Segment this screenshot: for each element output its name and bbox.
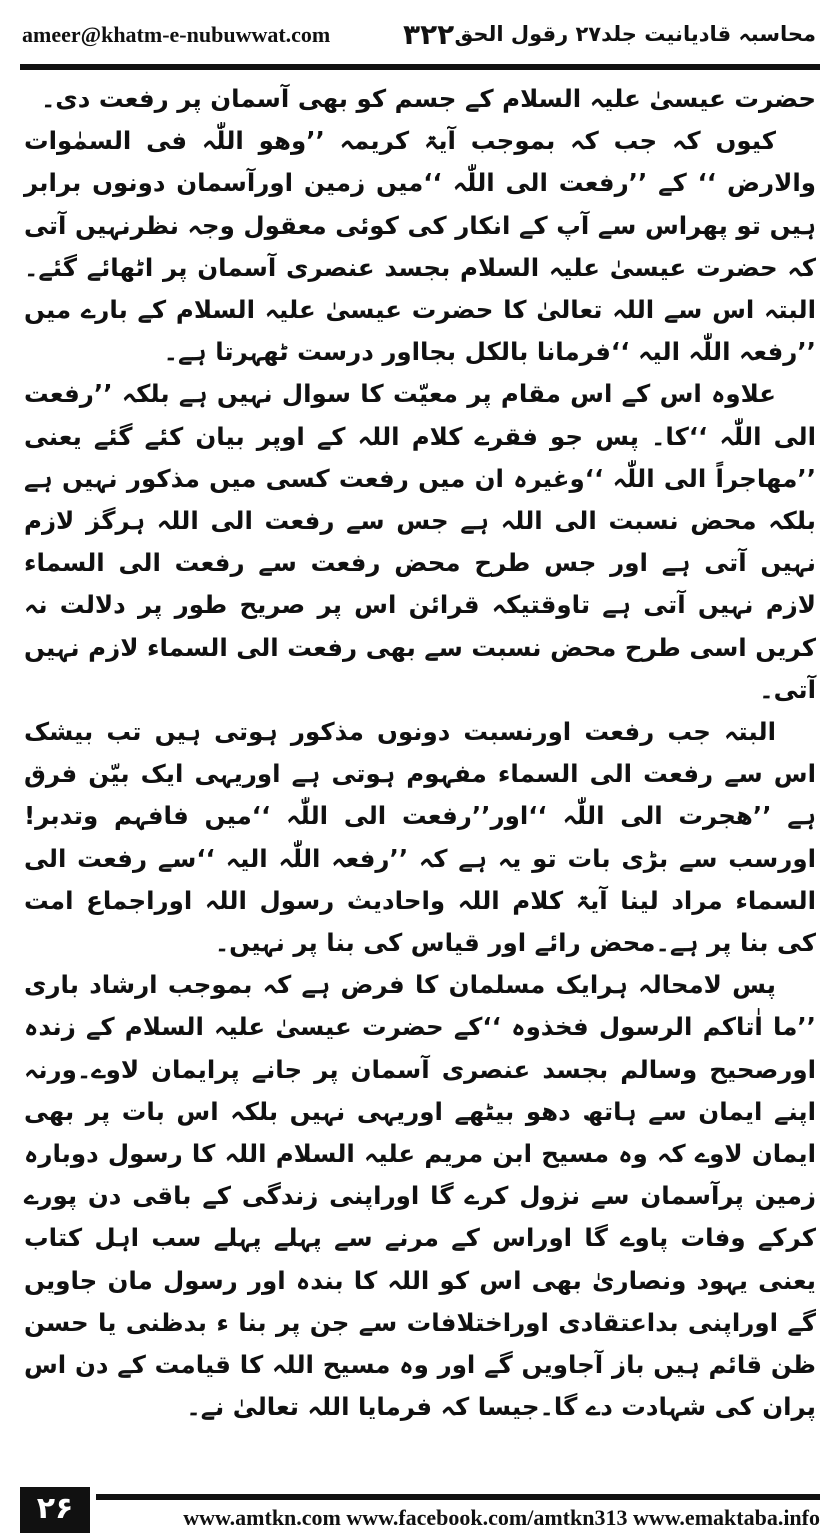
paragraph: حضرت عیسیٰ علیہ السلام کے جسم کو بھی آسمان پر رفعت دی۔ — [40, 84, 816, 113]
paragraph: البتہ جب رفعت اورنسبت دونوں مذکور ہوتی ہیں تب بیشک اس سے رفعت الی السماء مفہوم ہوتی ہے اوریہی ایک بیّن فرق ہے ’’ھجرت الی اللّٰہ ‘‘اور’’رفعت الی اللّٰہ ‘‘میں فافہم وتدبر!اورسب سے بڑی بات تو یہ ہے کہ ’’رفعہ اللّٰہ الیہ ‘‘سے رفعت الی السماء مراد لینا آیۃ کلام اللہ واحادیث رسول اللہ اوراجماع امت کی بنا پر ہے۔محض رائے اور قیاس کی بنا پر نہیں۔ — [24, 717, 816, 958]
header-page-number: ۳۲۲ — [403, 18, 455, 51]
footer-links[interactable]: www.amtkn.com www.facebook.com/amtkn313 www.emaktaba.info — [183, 1505, 820, 1530]
header-rule — [20, 64, 820, 70]
body-text — [24, 78, 816, 1429]
footer-rule — [96, 1494, 820, 1500]
page-header — [20, 18, 820, 58]
paragraph: کیوں کہ جب کہ بموجب آیۃ کریمہ ’’وھو اللّٰہ فی السمٰوات والارض ‘‘ کے ’’رفعت الی اللّٰہ ‘‘میں زمین اورآسمان دونوں برابر ہیں تو پھراس سے آپ کے انکار کی کوئی معقول وجہ نظرنہیں آتی کہ حضرت عیسیٰ علیہ السلام بجسد عنصری آسمان پر اٹھائے گئے۔البتہ اس سے اللہ تعالیٰ کا حضرت عیسیٰ علیہ السلام کے بارے میں ’’رفعہ اللّٰہ الیہ ‘‘فرمانا بالکل بجااور درست ٹھہرتا ہے۔ — [24, 126, 816, 367]
paragraph: پس لامحالہ ہرایک مسلمان کا فرض ہے کہ بموجب ارشاد باری ’’ما اٰتاکم الرسول فخذوہ ‘‘کے حضرت عیسیٰ علیہ السلام کے زندہ اورصحیح وسالم بجسد عنصری آسمان پر جانے پرایمان لاوے۔ورنہ اپنے ایمان سے ہاتھ دھو بیٹھے اوریہی نہیں بلکہ اس بات پر بھی ایمان لاوے کہ وہ مسیح ابن مریم علیہ السلام اللہ کا رسول دوبارہ زمین پرآسمان سے نزول کرے گا اوراپنی زندگی کے باقی دن پورے کرکے وفات پاوے گا اوراس کے مرنے سے پہلے پہلے سب اہل کتاب یعنی یہود ونصاریٰ بھی اس کو اللہ کا بندہ اور رسول مان جاویں گے اوراپنی بداعتقادی اوراختلافات سے جن پر بنا ء بدظنی یا حسن ظن قائم ہیں باز آجاویں گے اور وہ مسیح اللہ کا قیامت کے دن اس پران کی شہادت دے گا۔جیسا کہ فرمایا اللہ تعالیٰ نے۔ — [24, 970, 816, 1422]
header-book-title: محاسبہ قادیانیت جلد۲۷ رقول الحق — [454, 22, 816, 46]
paragraph: علاوہ اس کے اس مقام پر معیّت کا سوال نہیں ہے بلکہ ’’رفعت الی اللّٰہ ‘‘کا۔ پس جو فقرے کلام اللہ کے اوپر بیان کئے گئے یعنی ’’مھاجراً الی اللّٰہ ‘‘وغیرہ ان میں رفعت کسی میں مذکور نہیں ہے بلکہ محض نسبت الی اللہ ہے جس سے رفعت الی اللہ ہرگز لازم نہیں آتی ہے اور جس طرح محض رفعت سے رفعت الی السماء لازم نہیں آتی ہے تاوقتیکہ قرائن اس پر صریح طور پر دلالت نہ کریں اسی طرح محض نسبت سے بھی رفعت الی السماء لازم نہیں آتی۔ — [24, 379, 816, 704]
footer-page-number: ۲۶ — [20, 1487, 90, 1533]
header-email: ameer@khatm-e-nubuwwat.com — [22, 22, 331, 47]
